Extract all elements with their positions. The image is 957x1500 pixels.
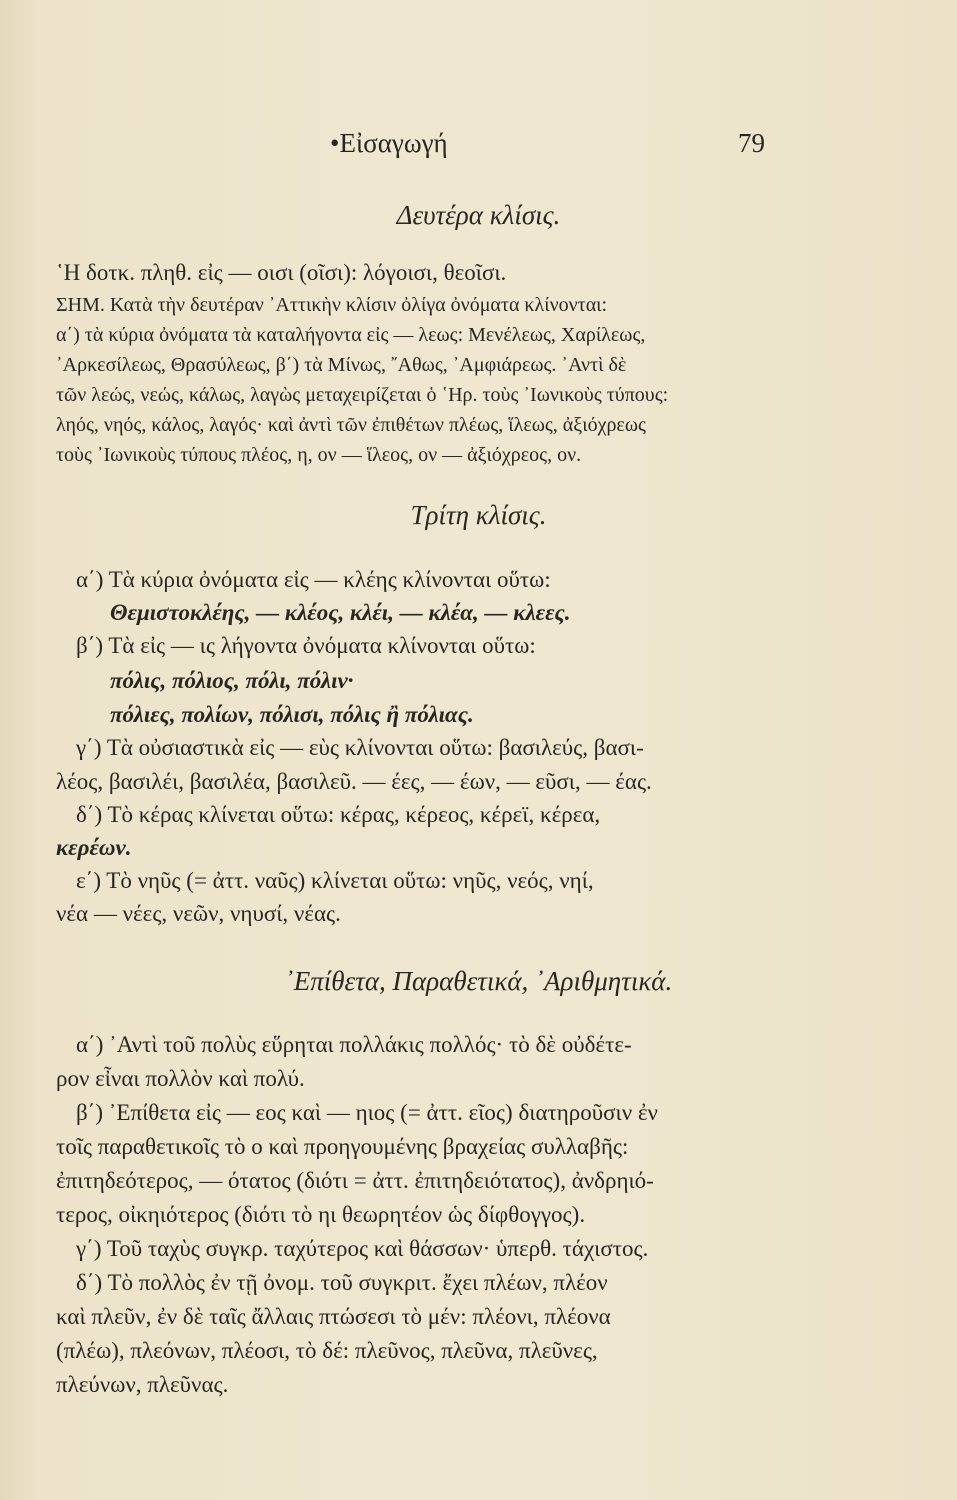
text-line-25: γ΄) Τοῦ ταχὺς συγκρ. ταχύτερος καὶ θάσσων· ὑπερθ. τάχιστος. xyxy=(76,1236,649,1261)
text-line-14: λέος, βασιλέι, βασιλέα, βασιλεῦ. — έες, — έων, — εῦσι, — έας. xyxy=(56,769,652,794)
text-line-19: α΄) ᾿Αντὶ τοῦ πολὺς εὕρηται πολλάκις πολλός· τὸ δὲ οὐδέτε- xyxy=(76,1032,632,1057)
text-line-26: δ΄) Τὸ πολλὸς ἐν τῇ ὀνομ. τοῦ συγκριτ. ἔχει πλέων, πλέον xyxy=(76,1270,608,1295)
text-line-27: καὶ πλεῦν, ἐν δὲ ταῖς ἄλλαις πτώσεσι τὸ μέν: πλέονι, πλέονα xyxy=(56,1304,611,1329)
text-line-5: τῶν λεώς, νεώς, κάλως, λαγὼς μεταχειρίζεται ὁ ῾Ηρ. τοὺς ᾿Ιωνικοὺς τύπους: xyxy=(56,384,669,406)
text-line-10: β΄) Τὰ εἰς — ις λήγοντα ὀνόματα κλίνονται οὕτω: xyxy=(76,633,536,658)
text-line-1: ῾Η δοτκ. πληθ. εἰς — οισι (οῖσι): λόγοισι, θεοῖσι. xyxy=(56,260,507,285)
text-line-15: δ΄) Τὸ κέρας κλίνεται οὕτω: κέρας, κέρεος, κέρεϊ, κέρεα, xyxy=(76,802,601,827)
text-line-22: τοῖς παραθετικοῖς τὸ ο καὶ προηγουμένης βραχείας συλλαβῆς: xyxy=(56,1134,629,1159)
text-line-24: τερος, οἰκηιότερος (διότι τὸ ηι θεωρητέον ὡς δίφθογγος). xyxy=(56,1202,586,1227)
text-line-23: ἐπιτηδεότερος, — ότατος (διότι = ἀττ. ἐπιτηδειότατος), ἀνδρηιό- xyxy=(56,1168,654,1193)
section-title-adjectives: ᾿Επίθετα, Παραθετικά, ᾿Αριθμητικά. xyxy=(284,966,673,996)
text-line-4: ᾿Αρκεσίλεως, Θρασύλεως, β΄) τὰ Μίνως, ῎Αθως, ᾿Αμφιάρεως. ᾿Αντὶ δὲ xyxy=(56,354,627,376)
text-line-28: (πλέω), πλεόνων, πλέοσι, τὸ δέ: πλεῦνος, πλεῦνα, πλεῦνες, xyxy=(56,1338,598,1363)
text-line-3: α΄) τὰ κύρια ὀνόματα τὰ καταλήγοντα εἰς — λεως: Μενέλεως, Χαρίλεως, xyxy=(56,324,646,346)
text-line-2: ΣΗΜ. Κατὰ τὴν δευτέραν ᾿Αττικὴν κλίσιν ὀλίγα ὀνόματα κλίνονται: xyxy=(56,294,608,316)
text-line-18: νέα — νέες, νεῶν, νηυσί, νέας. xyxy=(56,901,341,926)
text-line-21: β΄) ᾿Επίθετα εἰς — εος καὶ — ηιος (= ἀττ. εῖος) διατηροῦσιν ἐν xyxy=(76,1100,658,1125)
text-line-7: τοὺς ᾿Ιωνικοὺς τύπους πλέος, η, ον — ἵλεος, ον — ἀξιόχρεος, ον. xyxy=(56,444,582,466)
text-line-16: κερέων. xyxy=(56,835,132,860)
page-number: 79 xyxy=(738,128,765,158)
text-line-11: πόλις, πόλιος, πόλι, πόλιν· xyxy=(110,668,354,693)
text-line-12: πόλιες, πολίων, πόλισι, πόλις ἢ πόλιας. xyxy=(110,702,474,727)
running-head: •Εἰσαγωγή xyxy=(330,128,448,158)
section-title-third-declension: Τρίτη κλίσις. xyxy=(410,500,547,530)
section-title-second-declension: Δευτέρα κλίσις. xyxy=(396,200,561,230)
text-line-8: α΄) Τὰ κύρια ὀνόματα εἰς — κλέης κλίνονται οὕτω: xyxy=(76,567,551,592)
text-line-6: ληός, νηός, κάλος, λαγός· καὶ ἀντὶ τῶν ἐπιθέτων πλέως, ἵλεως, ἀξιόχρεως xyxy=(56,414,646,436)
text-line-29: πλεύνων, πλεῦνας. xyxy=(56,1372,229,1397)
text-line-17: ε΄) Τὸ νηῦς (= ἀττ. ναῦς) κλίνεται οὕτω: νηῦς, νεός, νηί, xyxy=(76,868,594,893)
text-line-9: Θεμιστοκλέης, — κλέος, κλέι, — κλέα, — κλεες. xyxy=(110,600,571,625)
text-line-20: ρον εἶναι πολλὸν καὶ πολύ. xyxy=(56,1066,305,1091)
text-line-13: γ΄) Τὰ οὐσιαστικὰ εἰς — εὺς κλίνονται οὕτω: βασιλεύς, βασι- xyxy=(76,735,644,760)
